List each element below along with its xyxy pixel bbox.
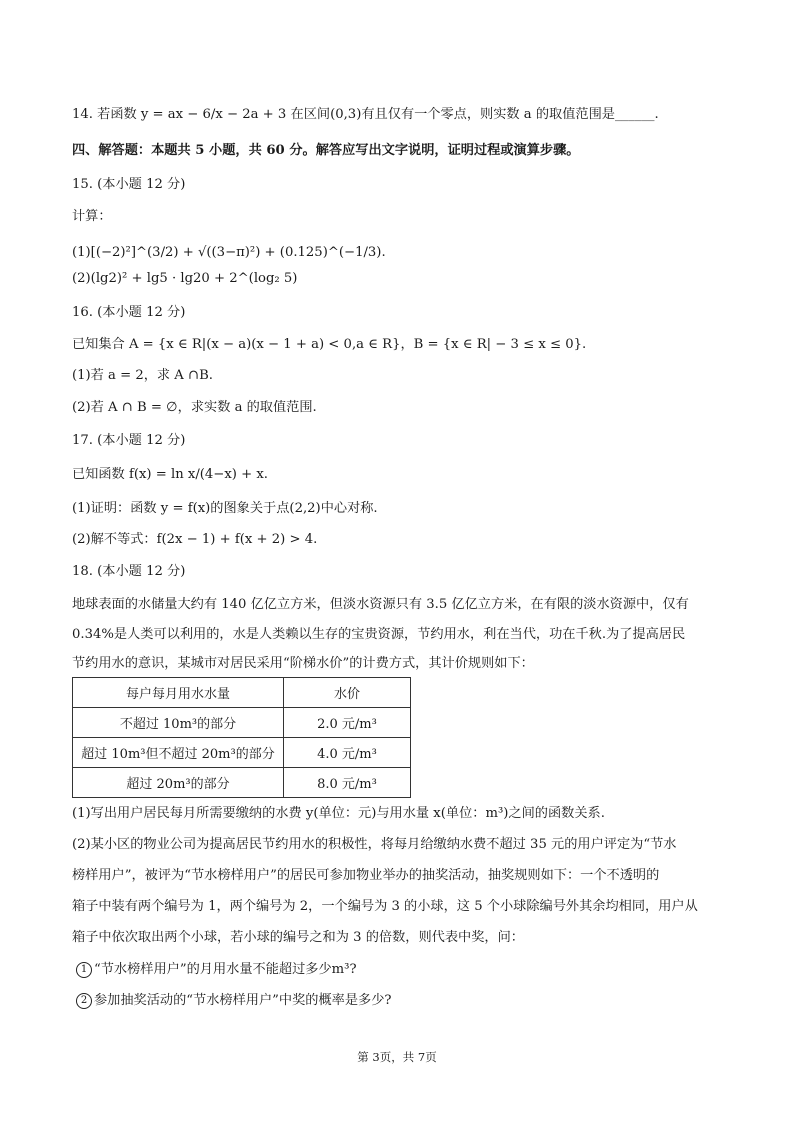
table-cell: 不超过 10m³的部分: [73, 708, 284, 738]
question-17-part-1: (1)证明：函数 y = f(x)的图象关于点(2,2)中心对称.: [72, 501, 378, 516]
question-15-part-2: (2)(lg2)² + lg5 · lg20 + 2^(log₂ 5): [72, 271, 298, 286]
table-cell: 超过 20m³的部分: [73, 768, 284, 798]
question-17-part-2: (2)解不等式：f(2x − 1) + f(x + 2) > 4.: [72, 532, 318, 547]
table-row: [73, 738, 411, 768]
table-cell: 超过 10m³但不超过 20m³的部分: [73, 738, 284, 768]
question-18-paragraph-2: 0.34%是人类可以利用的，水是人类赖以生存的宝贵资源，节约用水，利在当代，功在千秋.为了提高居民: [72, 627, 686, 642]
question-16-heading: 16. (本小题 12 分): [72, 305, 186, 320]
section-heading-solutions: 四、解答题：本题共 5 小题，共 60 分。解答应写出文字说明，证明过程或演算步骤。: [72, 143, 580, 158]
question-18-heading: 18. (本小题 12 分): [72, 564, 186, 579]
subquestion-text: 参加抽奖活动的“节水榜样用户”中奖的概率是多少?: [94, 993, 392, 1008]
question-18-subquestion-2: [76, 992, 736, 1010]
question-16-part-2: (2)若 A ∩ B = ∅，求实数 a 的取值范围.: [72, 400, 317, 415]
question-18-part-2-line-2: 榜样用户”，被评为“节水榜样用户”的居民可参加物业举办的抽奖活动，抽奖规则如下：一个不透明的: [72, 868, 660, 883]
question-16-part-1: (1)若 a = 2，求 A ∩B.: [72, 368, 213, 383]
question-18-part-2-line-1: (2)某小区的物业公司为提高居民节约用水的积极性，将每月给缴纳水费不超过 35 元的用户评定为“节水: [72, 837, 677, 852]
question-18-subquestion-1: [76, 961, 736, 979]
question-16-intro: 已知集合 A = {x ∈ R|(x − a)(x − 1 + a) < 0,a ∈ R}，B = {x ∈ R| − 3 ≤ x ≤ 0}.: [72, 337, 587, 352]
question-18-part-2-line-4: 箱子中依次取出两个小球，若小球的编号之和为 3 的倍数，则代表中奖，问：: [72, 930, 524, 945]
question-15-part-1: (1)[(−2)²]^(3/2) + √((3−π)²) + (0.125)^(−1/3).: [72, 245, 386, 260]
question-18-paragraph-3: 节约用水的意识，某城市对居民采用“阶梯水价”的计费方式，其计价规则如下：: [72, 656, 534, 671]
question-15-heading: 15. (本小题 12 分): [72, 177, 186, 192]
table-header-row: [73, 678, 411, 708]
table-cell: 4.0 元/m³: [284, 738, 411, 768]
table-header-cell: 水价: [284, 678, 411, 708]
subquestion-text: “节水榜样用户”的月用水量不能超过多少m³?: [94, 962, 357, 977]
question-17-heading: 17. (本小题 12 分): [72, 433, 186, 448]
table-row: [73, 768, 411, 798]
table-header-cell: 每户每月用水水量: [73, 678, 284, 708]
water-price-table: [72, 677, 411, 798]
question-15-intro: 计算：: [72, 209, 112, 224]
question-18-part-2-line-3: 箱子中装有两个编号为 1，两个编号为 2，一个编号为 3 的小球，这 5 个小球除编号外其余均相同，用户从: [72, 899, 698, 914]
question-18-part-1: (1)写出用户居民每月所需要缴纳的水费 y(单位：元)与用水量 x(单位：m³)之间的函数关系.: [72, 806, 605, 821]
table-cell: 2.0 元/m³: [284, 708, 411, 738]
circled-number: 1: [76, 962, 92, 978]
question-14: 14. 若函数 y = ax − 6/x − 2a + 3 在区间(0,3)有且仅有一个零点，则实数 a 的取值范围是______.: [72, 107, 659, 122]
table-cell: 8.0 元/m³: [284, 768, 411, 798]
question-17-intro: 已知函数 f(x) = ln x/(4−x) + x.: [72, 467, 268, 482]
page-footer: 第 3页，共 7页: [357, 1050, 437, 1064]
table-row: [73, 708, 411, 738]
circled-number: 2: [76, 993, 92, 1009]
question-18-paragraph-1: 地球表面的水储量大约有 140 亿亿立方米，但淡水资源只有 3.5 亿亿立方米，在有限的淡水资源中，仅有: [72, 597, 689, 612]
